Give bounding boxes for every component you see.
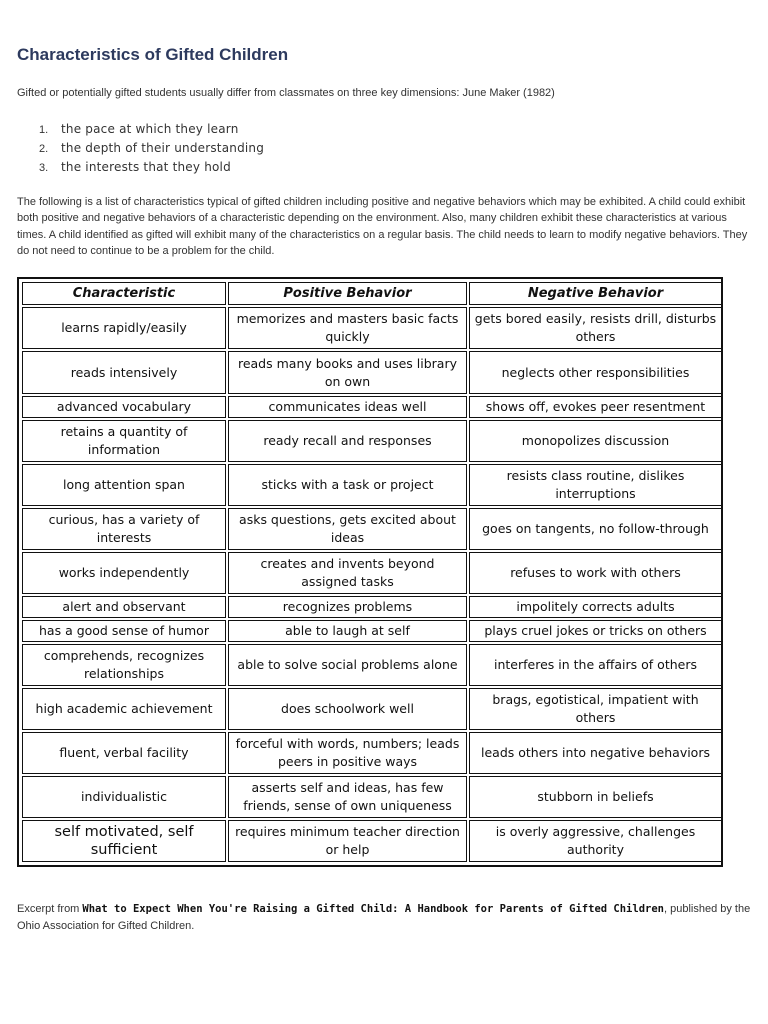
cell-negative: goes on tangents, no follow-through	[469, 508, 722, 550]
cell-characteristic: advanced vocabulary	[22, 396, 226, 418]
cell-negative: shows off, evokes peer resentment	[469, 396, 722, 418]
cell-positive: memorizes and masters basic facts quickly	[228, 307, 467, 349]
column-header-characteristic: Characteristic	[22, 282, 226, 305]
cell-characteristic: learns rapidly/easily	[22, 307, 226, 349]
table-row	[22, 396, 722, 418]
cell-negative: monopolizes discussion	[469, 420, 722, 462]
cell-positive: sticks with a task or project	[228, 464, 467, 506]
list-text: the interests that they hold	[61, 160, 231, 174]
cell-negative: leads others into negative behaviors	[469, 732, 722, 774]
book-title: What to Expect When You're Raising a Gifted Child: A Handbook for Parents of Gifted Children	[82, 903, 664, 915]
cell-negative: resists class routine, dislikes interruptions	[469, 464, 722, 506]
characteristics-table	[20, 280, 724, 864]
table-row	[22, 464, 722, 506]
description-paragraph: The following is a list of characteristics typical of gifted children including positive and negative behaviors which may be exhibited. A child could exhibit both positive and negative behaviors of a characteristic depending on the environment. Also, many children exhibit these characteristics at various times. A child identified as gifted will exhibit many of the characteristics on a regular basis. The child needs to learn to modify negative behaviors. They do not need to continue to be a problem for the child.	[17, 196, 748, 257]
cell-characteristic: has a good sense of humor	[22, 620, 226, 642]
cell-characteristic: curious, has a variety of interests	[22, 508, 226, 550]
cell-positive: recognizes problems	[228, 596, 467, 618]
list-text: the depth of their understanding	[61, 141, 265, 155]
page-title: Characteristics of Gifted Children	[17, 45, 289, 64]
table-row	[22, 552, 722, 594]
table-row	[22, 688, 722, 730]
cell-negative: is overly aggressive, challenges authority	[469, 820, 722, 862]
cell-negative: refuses to work with others	[469, 552, 722, 594]
cell-characteristic: retains a quantity of information	[22, 420, 226, 462]
table-row	[22, 620, 722, 642]
cell-positive: able to solve social problems alone	[228, 644, 467, 686]
cell-positive: able to laugh at self	[228, 620, 467, 642]
cell-characteristic: comprehends, recognizes relationships	[22, 644, 226, 686]
table-row	[22, 351, 722, 394]
cell-characteristic: fluent, verbal facility	[22, 732, 226, 774]
cell-characteristic: high academic achievement	[22, 688, 226, 730]
table-header-row	[22, 282, 722, 305]
key-dimensions-list	[17, 120, 264, 177]
cell-positive: does schoolwork well	[228, 688, 467, 730]
cell-positive: requires minimum teacher direction or help	[228, 820, 467, 862]
cell-characteristic: self motivated, self sufficient	[22, 820, 226, 862]
list-item	[17, 158, 264, 177]
cell-positive: asks questions, gets excited about ideas	[228, 508, 467, 550]
cell-negative: interferes in the affairs of others	[469, 644, 722, 686]
characteristics-table-frame	[17, 277, 723, 867]
list-number: 2.	[39, 143, 49, 155]
cell-negative: neglects other responsibilities	[469, 351, 722, 394]
cell-negative: impolitely corrects adults	[469, 596, 722, 618]
cell-characteristic: individualistic	[22, 776, 226, 818]
cell-characteristic: alert and observant	[22, 596, 226, 618]
list-text: the pace at which they learn	[61, 122, 239, 136]
cell-positive: communicates ideas well	[228, 396, 467, 418]
list-item	[17, 139, 264, 158]
list-number: 3.	[39, 162, 49, 174]
intro-text: Gifted or potentially gifted students usually differ from classmates on three key dimensions: June Maker (1982)	[17, 87, 555, 99]
table-row	[22, 596, 722, 618]
cell-positive: creates and invents beyond assigned tasks	[228, 552, 467, 594]
column-header-negative: Negative Behavior	[469, 282, 722, 305]
table-row	[22, 307, 722, 349]
cell-positive: reads many books and uses library on own	[228, 351, 467, 394]
table-body	[22, 307, 722, 862]
table-row	[22, 820, 722, 862]
cell-negative: gets bored easily, resists drill, disturbs others	[469, 307, 722, 349]
cell-negative: plays cruel jokes or tricks on others	[469, 620, 722, 642]
table-row	[22, 644, 722, 686]
list-item	[17, 120, 264, 139]
table-row	[22, 732, 722, 774]
cell-positive: ready recall and responses	[228, 420, 467, 462]
cell-negative: stubborn in beliefs	[469, 776, 722, 818]
table-row	[22, 508, 722, 550]
cell-characteristic: works independently	[22, 552, 226, 594]
cell-positive: asserts self and ideas, has few friends, sense of own uniqueness	[228, 776, 467, 818]
source-citation	[17, 901, 757, 934]
column-header-positive: Positive Behavior	[228, 282, 467, 305]
cell-negative: brags, egotistical, impatient with others	[469, 688, 722, 730]
table-row	[22, 420, 722, 462]
list-number: 1.	[39, 124, 49, 136]
cell-positive: forceful with words, numbers; leads peers in positive ways	[228, 732, 467, 774]
cell-characteristic: reads intensively	[22, 351, 226, 394]
table-row	[22, 776, 722, 818]
citation-suffix: , published by the Ohio Association for Gifted Children.	[17, 903, 751, 932]
citation-prefix: Excerpt from	[17, 903, 83, 915]
cell-characteristic: long attention span	[22, 464, 226, 506]
